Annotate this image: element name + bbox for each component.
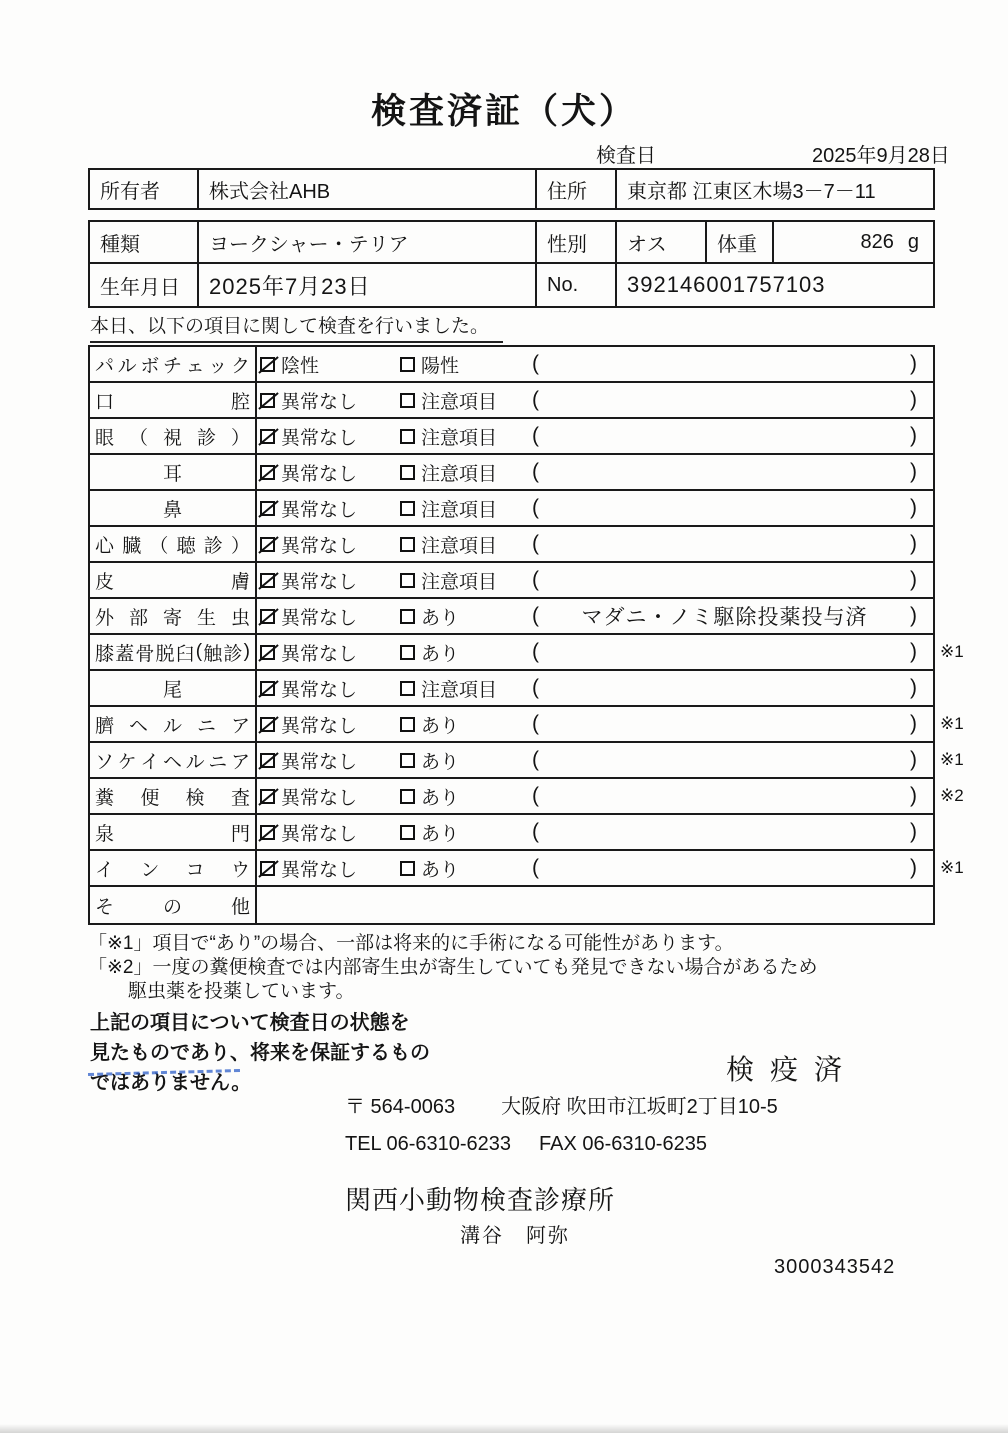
footnote-1: 「※1」項目で“あり”の場合、一部は将来的に手術になる可能性があります。	[88, 933, 734, 954]
inspection-row-content	[257, 347, 933, 381]
result-option-normal	[260, 783, 400, 810]
result-option-normal-label: 異常なし	[281, 499, 358, 521]
inspection-row-content	[257, 635, 933, 669]
disclaimer-text	[90, 1008, 430, 1098]
owner-table	[88, 168, 935, 210]
inspection-item-label: 膝 蓋 骨 脱 臼 ( 触 診 )	[90, 635, 257, 669]
paren-close: )	[910, 532, 917, 555]
checkbox-icon	[260, 465, 275, 480]
inspection-item-label: パ ル ボ チ ェ ッ ク	[90, 347, 257, 381]
sex-value: オス	[617, 222, 707, 264]
inspection-row-content	[257, 851, 933, 885]
paren-close: )	[910, 388, 917, 411]
sex-label: 性別	[537, 222, 617, 264]
inspection-item-label: 耳	[90, 455, 257, 489]
result-option-caution	[400, 855, 532, 882]
result-option-normal	[260, 351, 400, 378]
result-option-normal	[260, 639, 400, 666]
inspection-row-content	[257, 527, 933, 561]
paren-open: (	[532, 352, 539, 375]
clinic-postal-code: 〒 564-0063	[345, 1096, 456, 1118]
serial-number: 3000343542	[774, 1256, 896, 1278]
result-option-caution-label: 注意項目	[421, 571, 498, 593]
result-option-normal-label: 陰性	[281, 355, 320, 377]
result-option-caution-label: 注意項目	[421, 391, 498, 413]
inspection-item-label: 眼 （ 視 診 ）	[90, 419, 257, 453]
result-option-caution-label: 注意項目	[421, 499, 498, 521]
result-option-caution	[400, 603, 532, 630]
row-footnote-mark: ※1	[940, 642, 964, 661]
checkbox-icon	[400, 717, 415, 732]
paren-close: )	[910, 496, 917, 519]
inspection-row	[90, 599, 933, 635]
row-footnote-mark: ※2	[940, 786, 964, 805]
paren-close: )	[910, 784, 917, 807]
checkbox-icon	[260, 609, 275, 624]
no-label: No.	[537, 264, 617, 306]
result-option-normal-label: 異常なし	[281, 823, 358, 845]
checkbox-icon	[400, 609, 415, 624]
inspection-item-label: 泉 門	[90, 815, 257, 849]
inspection-row	[90, 563, 933, 599]
inspection-row	[90, 347, 933, 383]
paren-close: )	[910, 748, 917, 771]
result-option-caution	[400, 711, 532, 738]
paren-open: (	[532, 748, 539, 771]
paren-close: )	[910, 568, 917, 591]
paren-open: (	[532, 532, 539, 555]
paren-open: (	[532, 784, 539, 807]
result-option-caution	[400, 639, 532, 666]
checkbox-icon	[260, 573, 275, 588]
checkbox-icon	[400, 681, 415, 696]
result-option-normal	[260, 675, 400, 702]
checkbox-icon	[400, 645, 415, 660]
paren-open: (	[532, 856, 539, 879]
result-option-caution	[400, 567, 532, 594]
checkbox-icon	[400, 465, 415, 480]
paren-close: )	[910, 856, 917, 879]
inspection-row-content	[257, 383, 933, 417]
quarantine-stamp: 検疫済	[726, 1054, 859, 1085]
inspection-item-label: 外 部 寄 生 虫	[90, 599, 257, 633]
checkbox-icon	[400, 429, 415, 444]
inspection-row-content	[257, 455, 933, 489]
paren-open: (	[532, 568, 539, 591]
result-option-normal-label: 異常なし	[281, 715, 358, 737]
inspection-item-label: 皮 膚	[90, 563, 257, 597]
result-option-caution	[400, 819, 532, 846]
remark-text: マダニ・ノミ駆除投薬投与済	[581, 606, 868, 629]
footnote-2-continued: 駆虫薬を投薬しています。	[128, 981, 355, 1002]
inspection-row-content	[257, 743, 933, 777]
inspection-item-label: 心 臓 （ 聴 診 ）	[90, 527, 257, 561]
paren-close: )	[910, 424, 917, 447]
result-option-caution	[400, 351, 532, 378]
weight-number: 826	[860, 230, 894, 253]
disclaimer-line-3: ではありません。	[90, 1072, 252, 1094]
paren-open: (	[532, 460, 539, 483]
inspection-row	[90, 383, 933, 419]
result-option-caution	[400, 423, 532, 450]
result-option-normal	[260, 855, 400, 882]
row-footnote-mark: ※1	[940, 714, 964, 733]
inspection-item-label: ソ ケ イ ヘ ル ニ ア	[90, 743, 257, 777]
breed-value: ヨークシャー・テリア	[199, 222, 537, 264]
page-title: 検査済証（犬）	[370, 92, 637, 131]
row-footnote-mark: ※1	[940, 750, 964, 769]
checkbox-icon	[260, 537, 275, 552]
result-option-normal-label: 異常なし	[281, 607, 358, 629]
clinic-phone-row	[345, 1133, 707, 1156]
result-option-normal	[260, 459, 400, 486]
result-option-caution-label: あり	[421, 607, 460, 629]
paren-open: (	[532, 388, 539, 411]
weight-label: 体重	[707, 222, 774, 264]
checkbox-icon	[400, 573, 415, 588]
checkbox-icon	[260, 429, 275, 444]
row-footnote-mark: ※1	[940, 858, 964, 877]
clinic-tel: TEL 06-6310-6233	[345, 1133, 512, 1155]
checkbox-icon	[260, 681, 275, 696]
result-option-normal	[260, 423, 400, 450]
result-option-normal	[260, 819, 400, 846]
checkbox-icon	[400, 753, 415, 768]
inspection-item-label: 臍 ヘ ル ニ ア	[90, 707, 257, 741]
result-option-normal-label: 異常なし	[281, 859, 358, 881]
result-option-normal	[260, 531, 400, 558]
result-option-normal-label: 異常なし	[281, 679, 358, 701]
result-option-caution	[400, 783, 532, 810]
checkbox-icon	[400, 537, 415, 552]
result-option-caution-label: 陽性	[421, 355, 460, 377]
paren-close: )	[910, 640, 917, 663]
paren-open: (	[532, 640, 539, 663]
inspection-item-label: 口 腔	[90, 383, 257, 417]
paren-open: (	[532, 604, 539, 627]
checkbox-icon	[260, 501, 275, 516]
checkbox-icon	[400, 825, 415, 840]
result-option-normal-label: 異常なし	[281, 787, 358, 809]
result-option-normal-label: 異常なし	[281, 427, 358, 449]
checkbox-icon	[400, 501, 415, 516]
paren-close: )	[910, 712, 917, 735]
result-option-normal-label: 異常なし	[281, 643, 358, 665]
paren-open: (	[532, 496, 539, 519]
paren-close: )	[910, 460, 917, 483]
checkbox-icon	[260, 393, 275, 408]
inspection-row-content	[257, 671, 933, 705]
paren-close: )	[910, 676, 917, 699]
checkbox-icon	[400, 861, 415, 876]
clinic-address: 大阪府 吹田市江坂町2丁目10-5	[501, 1096, 778, 1118]
checkbox-icon	[260, 861, 275, 876]
clinic-name: 関西小動物検査診療所	[345, 1185, 616, 1215]
checkbox-icon	[260, 357, 275, 372]
inspection-row	[90, 491, 933, 527]
detail-table	[88, 220, 935, 308]
address-label: 住所	[537, 170, 617, 208]
paren-open: (	[532, 820, 539, 843]
checkbox-icon	[260, 753, 275, 768]
paren-close: )	[910, 604, 917, 627]
result-option-normal-label: 異常なし	[281, 535, 358, 557]
weight-value	[774, 222, 933, 264]
inspection-row	[90, 743, 964, 779]
result-option-normal-label: 異常なし	[281, 571, 358, 593]
owner-value: 株式会社AHB	[199, 170, 537, 208]
inspection-date-label: 検査日	[596, 145, 656, 167]
birth-value: 2025年7月23日	[199, 264, 537, 306]
result-option-caution-label: あり	[421, 751, 460, 773]
inspection-item-label: そ の 他	[90, 887, 257, 923]
result-option-normal	[260, 495, 400, 522]
result-option-normal-label: 異常なし	[281, 751, 358, 773]
intro-sentence: 本日、以下の項目に関して検査を行いました。	[90, 311, 503, 343]
owner-label: 所有者	[90, 170, 199, 208]
inspection-row-content	[257, 563, 933, 597]
checkbox-icon	[260, 825, 275, 840]
disclaimer-line-1: 上記の項目について検査日の状態を	[90, 1012, 410, 1034]
result-option-caution	[400, 495, 532, 522]
inspection-table	[88, 345, 964, 925]
inspection-row	[90, 815, 933, 851]
inspection-item-label: イ ン コ ウ	[90, 851, 257, 885]
checkbox-icon	[400, 393, 415, 408]
inspection-item-label: 尾	[90, 671, 257, 705]
checkbox-icon	[260, 789, 275, 804]
inspection-date-value: 2025年9月28日	[812, 145, 950, 167]
scan-edge-shadow	[0, 1424, 1008, 1433]
result-option-normal	[260, 711, 400, 738]
result-option-caution-label: 注意項目	[421, 463, 498, 485]
clinic-person-name: 溝谷 阿弥	[460, 1225, 570, 1247]
paren-open: (	[532, 424, 539, 447]
inspection-row	[90, 635, 964, 671]
inspection-row-content	[257, 779, 933, 813]
result-option-caution	[400, 387, 532, 414]
footnote-2: 「※2」一度の糞便検査では内部寄生虫が寄生していても発見できない場合があるため	[88, 957, 818, 978]
result-option-caution-label: あり	[421, 787, 460, 809]
inspection-row-content	[257, 815, 933, 849]
inspection-item-label: 鼻	[90, 491, 257, 525]
result-option-caution	[400, 747, 532, 774]
disclaimer-line-2: 見たものであり、将来を保証するもの	[90, 1042, 430, 1064]
inspection-row	[90, 887, 933, 923]
inspection-item-label: 糞 便 検 査	[90, 779, 257, 813]
result-option-caution	[400, 675, 532, 702]
result-option-caution	[400, 459, 532, 486]
inspection-row	[90, 455, 933, 491]
result-option-normal	[260, 603, 400, 630]
inspection-row-content	[257, 887, 933, 923]
inspection-row	[90, 419, 933, 455]
inspection-row	[90, 851, 964, 887]
checkbox-icon	[260, 717, 275, 732]
inspection-row	[90, 707, 964, 743]
weight-unit: g	[907, 230, 919, 253]
result-option-normal	[260, 387, 400, 414]
paren-open: (	[532, 676, 539, 699]
checkbox-icon	[400, 357, 415, 372]
result-option-caution-label: あり	[421, 859, 460, 881]
inspection-row-content	[257, 707, 933, 741]
paren-open: (	[532, 712, 539, 735]
result-option-normal-label: 異常なし	[281, 391, 358, 413]
result-option-normal-label: 異常なし	[281, 463, 358, 485]
result-option-caution-label: 注意項目	[421, 535, 498, 557]
inspection-row	[90, 527, 933, 563]
clinic-fax: FAX 06-6310-6235	[539, 1133, 707, 1155]
no-value: 392146001757103	[627, 272, 826, 297]
result-option-normal	[260, 567, 400, 594]
result-option-normal	[260, 747, 400, 774]
inspection-row	[90, 671, 933, 707]
result-option-caution-label: あり	[421, 823, 460, 845]
result-option-caution-label: 注意項目	[421, 427, 498, 449]
inspection-row	[90, 779, 964, 815]
paren-close: )	[910, 352, 917, 375]
birth-label: 生年月日	[90, 264, 199, 306]
result-option-caution-label: 注意項目	[421, 679, 498, 701]
result-option-caution-label: あり	[421, 715, 460, 737]
inspection-row-content	[257, 599, 933, 633]
result-option-caution	[400, 531, 532, 558]
inspection-row-content	[257, 491, 933, 525]
result-option-caution-label: あり	[421, 643, 460, 665]
breed-label: 種類	[90, 222, 199, 264]
paren-close: )	[910, 820, 917, 843]
checkbox-icon	[400, 789, 415, 804]
inspection-row-content	[257, 419, 933, 453]
clinic-address-row	[345, 1090, 778, 1119]
checkbox-icon	[260, 645, 275, 660]
address-value: 東京都 江東区木場3－7－11	[627, 180, 876, 203]
